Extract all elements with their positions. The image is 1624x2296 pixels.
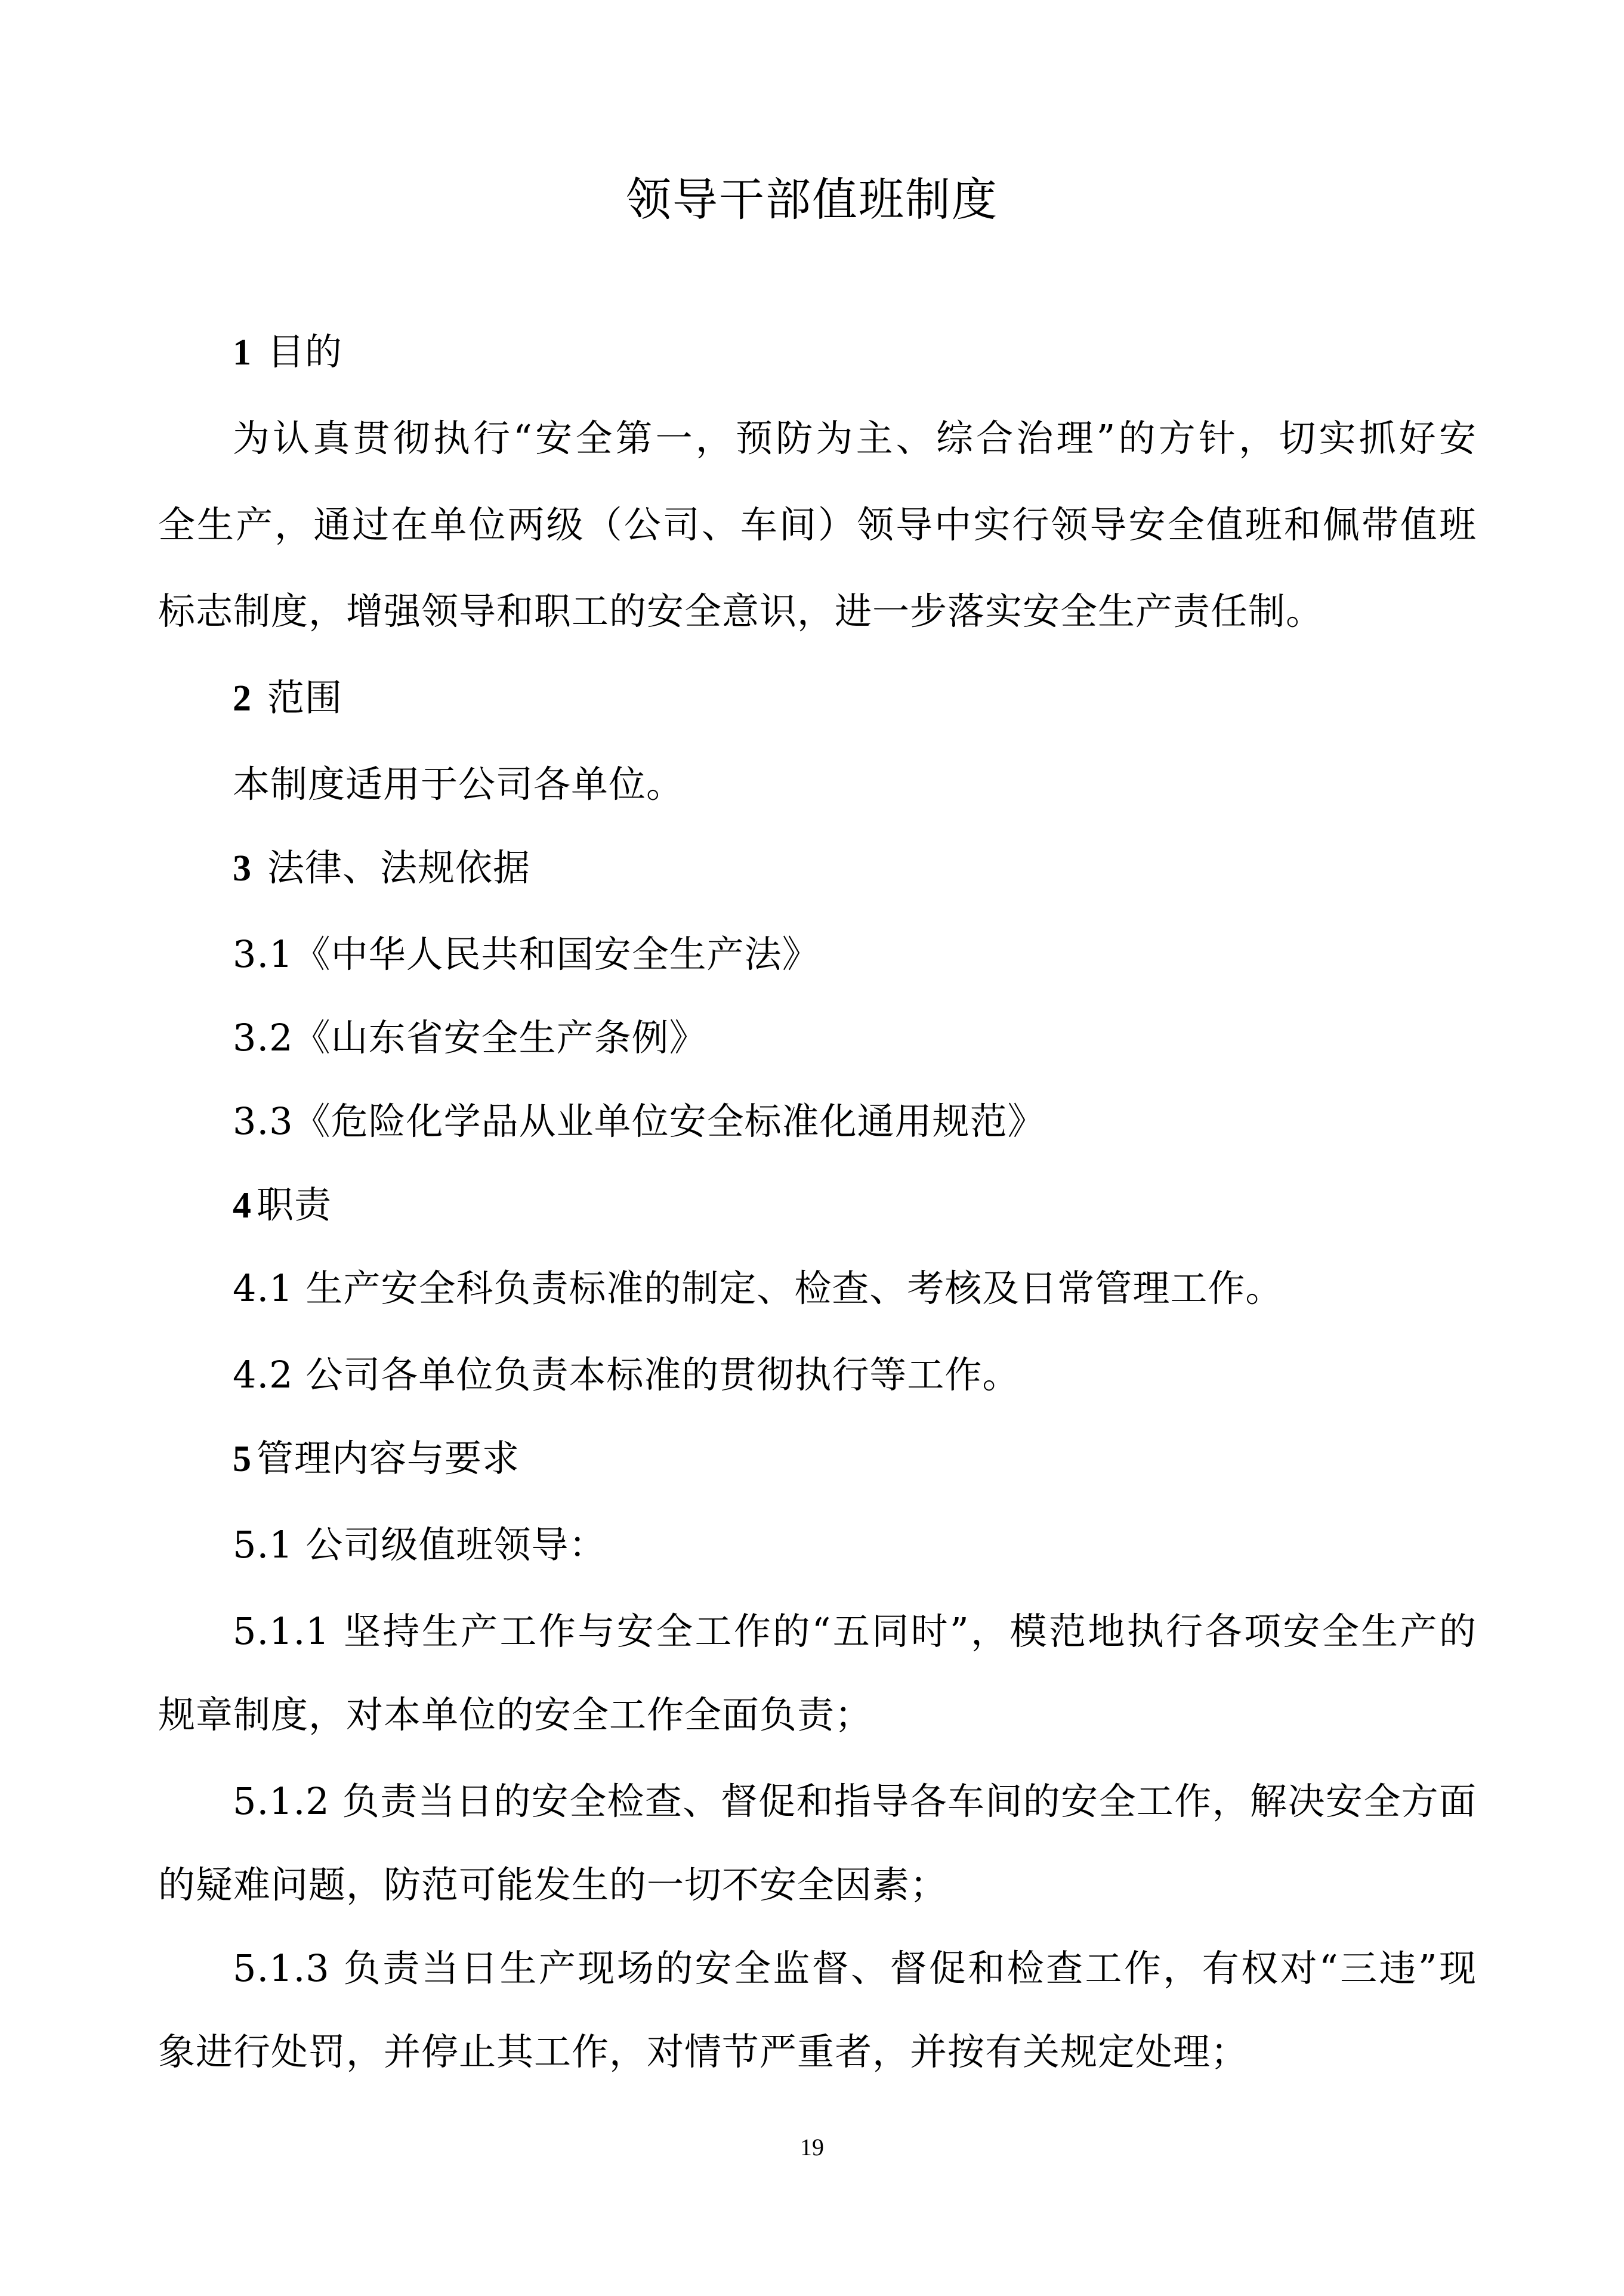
item-text: 负责当日生产现场的安全监督、督促和检查工作，有权对“三违”现 [343,1946,1477,1990]
document-title: 领导干部值班制度 [626,173,998,226]
list-item-line: 象进行处罚，并停止其工作，对情节严重者，并按有关规定处理； [158,2030,1249,2073]
item-text: 公司各单位负责本标准的贯彻执行等工作。 [305,1353,1020,1396]
item-text: 《山东省安全生产条例》 [293,1016,707,1059]
paragraph-line: 全生产，通过在单位两级（公司、车间）领导中实行领导安全值班和佩带值班 [158,503,1477,546]
section-heading-text: 管理内容与要求 [257,1436,520,1480]
list-item-line [233,1608,1477,1655]
item-number: 4.1 [233,1266,294,1310]
list-item [233,1351,1477,1399]
list-item-line [233,1778,1477,1825]
section-heading-1 [233,328,1477,376]
list-item [233,1265,1477,1312]
section-number: 3 [233,848,252,889]
section-heading-3 [233,844,1477,892]
section-heading-text: 目的 [267,330,343,373]
item-number: 5.1.3 [233,1946,330,1990]
item-number: 5.1 [233,1523,294,1566]
section-heading-text: 范围 [267,676,343,719]
item-number: 3.3 [233,1099,294,1143]
list-item [233,1014,1477,1062]
list-item-line: 的疑难问题，防范可能发生的一切不安全因素； [158,1863,948,1906]
item-number: 3.2 [233,1016,294,1059]
list-item [233,1098,1477,1145]
item-number: 4.2 [233,1353,294,1396]
item-number: 3.1 [233,932,294,976]
section-heading-text: 职责 [257,1183,332,1226]
section-number: 1 [233,332,252,373]
paragraph-line: 标志制度，增强领导和职工的安全意识，进一步落实安全生产责任制。 [158,589,1324,633]
section-number: 5 [233,1439,252,1479]
item-text: 公司级值班领导： [305,1523,607,1566]
page-number: 19 [800,2134,824,2161]
list-item [233,931,1477,978]
item-text: 生产安全科负责标准的制定、检查、考核及日常管理工作。 [305,1266,1283,1310]
item-text: 《中华人民共和国安全生产法》 [293,932,820,976]
list-item-line [233,1945,1477,1992]
section-heading-2 [233,674,1477,722]
section-heading-4 [233,1181,1477,1229]
list-item-line: 规章制度，对本单位的安全工作全面负责； [158,1693,873,1736]
section-heading-text: 法律、法规依据 [267,846,531,889]
item-text: 坚持生产工作与安全工作的“五同时”，模范地执行各项安全生产的 [343,1609,1477,1653]
item-text: 负责当日的安全检查、督促和指导各车间的安全工作，解决安全方面 [342,1779,1477,1823]
paragraph-line: 为认真贯彻执行“安全第一，预防为主、综合治理”的方针，切实抓好安 [233,416,1477,460]
list-item [233,1521,1477,1569]
item-text: 《危险化学品从业单位安全标准化通用规范》 [293,1099,1045,1143]
paragraph-line: 本制度适用于公司各单位。 [233,762,684,806]
section-number: 4 [233,1185,252,1226]
section-heading-5 [233,1435,1477,1482]
section-number: 2 [233,678,252,719]
item-number: 5.1.1 [233,1609,330,1653]
item-number: 5.1.2 [233,1779,330,1823]
